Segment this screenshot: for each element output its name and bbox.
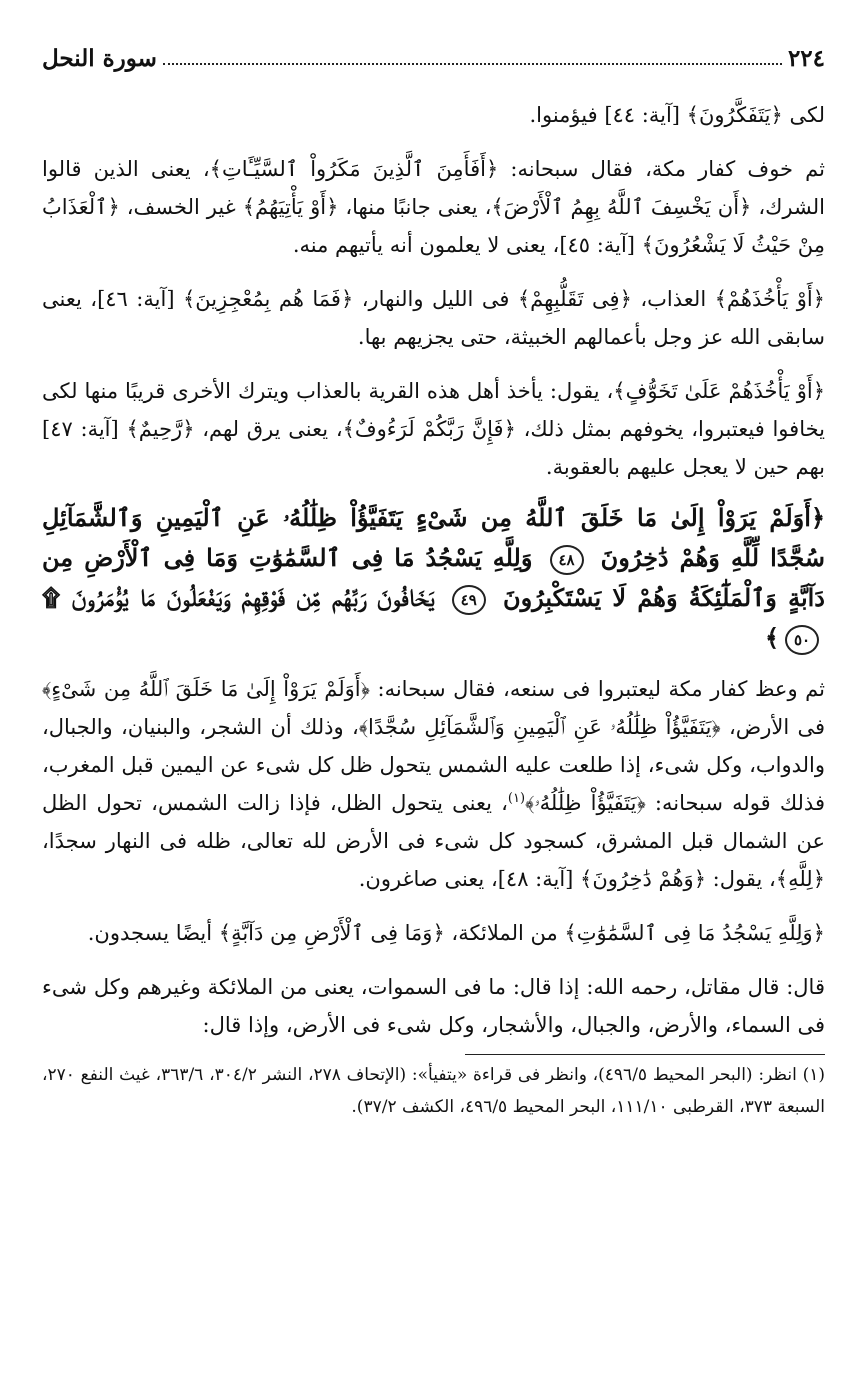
paragraph-3: ﴿أَوْ يَأْخُذَهُمْ﴾ العذاب، ﴿فِى تَقَلُّبِهِمْ﴾ فى الليل والنهار، ﴿فَمَا هُم بِمُعْجِزِينَ﴾ [آية: ٤٦]، يعنى سابقى الله عز وجل بأعمالهم الخبيثة، حتى يجزيهم بها. <box>42 287 825 349</box>
quran-verses-block <box>42 498 825 658</box>
verse-49-text: وَلِلَّهِ يَسْجُدُ مَا فِى ٱلسَّمَٰوَٰتِ وَمَا فِى ٱلْأَرْضِ مِن دَآبَّةٍ وَٱلْمَلَٰٓئِكَةُ وَهُمْ لَا يَسْتَكْبِرُونَ <box>42 543 825 612</box>
verse-50-text: يَخَافُونَ رَبَّهُم مِّن فَوْقِهِمْ وَيَفْعَلُونَ مَا يُؤْمَرُونَ ۩ <box>42 583 435 612</box>
footnote-1: (١) انظر: (البحر المحيط ٤٩٦/٥)، وانظر فى قراءة «يتفيأ»: (الإتحاف ٢٧٨، النشر ٣٠٤/٢، ٣٦٣/٦، غيث النفع ٢٧٠، السبعة ٣٧٣، القرطبى ١١١/١٠، البحر المحيط ٤٩٦/٥، الكشف ٣٧/٢). <box>42 1065 826 1117</box>
paragraph-5-part-b: ، يعنى يتحول الظل، فإذا زالت الشمس، تحول الظل عن الشمال قبل المشرق، كسجود كل شىء فى الأرض لله تعالى، ظله فى النهار سجدًا، ﴿لِلَّهِ﴾، يقول: ﴿وَهُمْ دَٰخِرُونَ﴾ [آية: ٤٨]، يعنى صاغرون. <box>42 791 825 891</box>
paragraph-1: لكى ﴿يَتَفَكَّرُونَ﴾ [آية: ٤٤] فيؤمنوا. <box>529 103 825 127</box>
page-number: ٢٢٤ <box>787 44 825 72</box>
footnote-separator <box>465 1054 825 1055</box>
paragraph-7: قال: قال مقاتل، رحمه الله: إذا قال: ما فى السموات، يعنى من الملائكة وغيرهم وكل شىء فى السماء، والأرض، والجبال، والأشجار، وكل شىء فى الأرض، وإذا قال: <box>42 975 825 1037</box>
verse-48-text: أَوَلَمْ يَرَوْاْ إِلَىٰ مَا خَلَقَ ٱللَّهُ مِن شَىْءٍ يَتَفَيَّؤُاْ ظِلَٰلُهُۥ عَنِ ٱلْيَمِينِ وَٱلشَّمَآئِلِ سُجَّدًا لِّلَّهِ وَهُمْ دَٰخِرُونَ <box>42 503 826 572</box>
paragraph-5-part-a: ثم وعظ كفار مكة ليعتبروا فى سنعه، فقال سبحانه: ﴿أَوَلَمْ يَرَوْاْ إِلَىٰ مَا خَلَقَ ٱللَّهُ مِن شَىْءٍ﴾ فى الأرض، ﴿يَتَفَيَّؤُاْ ظِلَٰلُهُۥ عَنِ ٱلْيَمِينِ وَٱلشَّمَآئِلِ سُجَّدًا﴾، وذلك أن الشجر، والبنيان، والجبال، والدواب، وكل شىء، إذا طلعت عليه الشمس يتحول ظل كل شىء عن اليمين قبل المغرب، فذلك قوله سبحانه: ﴿يَتَفَيَّؤُاْ ظِلَٰلُهُۥ﴾ <box>42 677 825 815</box>
verse-close-bracket: ﴾ <box>764 623 779 652</box>
paragraph-5 <box>42 670 825 898</box>
paragraph-4: ﴿أَوْ يَأْخُذَهُمْ عَلَىٰ تَخَوُّفٍ﴾، يقول: يأخذ أهل هذه القرية بالعذاب ويترك الأخرى قريبًا منها لكى يخافوا فيعتبروا، يخوفهم بمثل ذلك، ﴿فَإِنَّ رَبَّكُمْ لَرَءُوفٌ﴾، يعنى يرق لهم، ﴿رَّحِيمٌ﴾ [آية: ٤٧] بهم حين لا يعجل عليهم بالعقوبة. <box>42 379 825 479</box>
footnote-reference: (١) <box>507 791 526 806</box>
ayah-number-49: ٤٩ <box>452 585 486 615</box>
paragraph-2: ثم خوف كفار مكة، فقال سبحانه: ﴿أَفَأَمِنَ ٱلَّذِينَ مَكَرُواْ ٱلسَّيِّـَٔاتِ﴾، يعنى الذين قالوا الشرك، ﴿أَن يَخْسِفَ ٱللَّهُ بِهِمُ ٱلْأَرْضَ﴾، يعنى جانبًا منها، ﴿أَوْ يَأْتِيَهُمُ﴾ غير الخسف، ﴿ٱلْعَذَابُ مِنْ حَيْثُ لَا يَشْعُرُونَ﴾ [آية: ٤٥]، يعنى لا يعلمون أنه يأتيهم منه. <box>42 157 825 257</box>
ayah-number-50: ٥٠ <box>785 625 819 655</box>
page-header <box>42 38 825 78</box>
paragraph-6: ﴿وَلِلَّهِ يَسْجُدُ مَا فِى ٱلسَّمَٰوَٰتِ﴾ من الملائكة، ﴿وَمَا فِى ٱلْأَرْضِ مِن دَآبَّةٍ﴾ أيضًا يسجدون. <box>87 921 825 945</box>
ayah-number-48: ٤٨ <box>550 545 584 575</box>
verse-open-bracket: ﴿ <box>810 503 825 532</box>
surah-title: سورة النحل <box>42 44 157 72</box>
header-dotted-leader <box>163 63 782 65</box>
